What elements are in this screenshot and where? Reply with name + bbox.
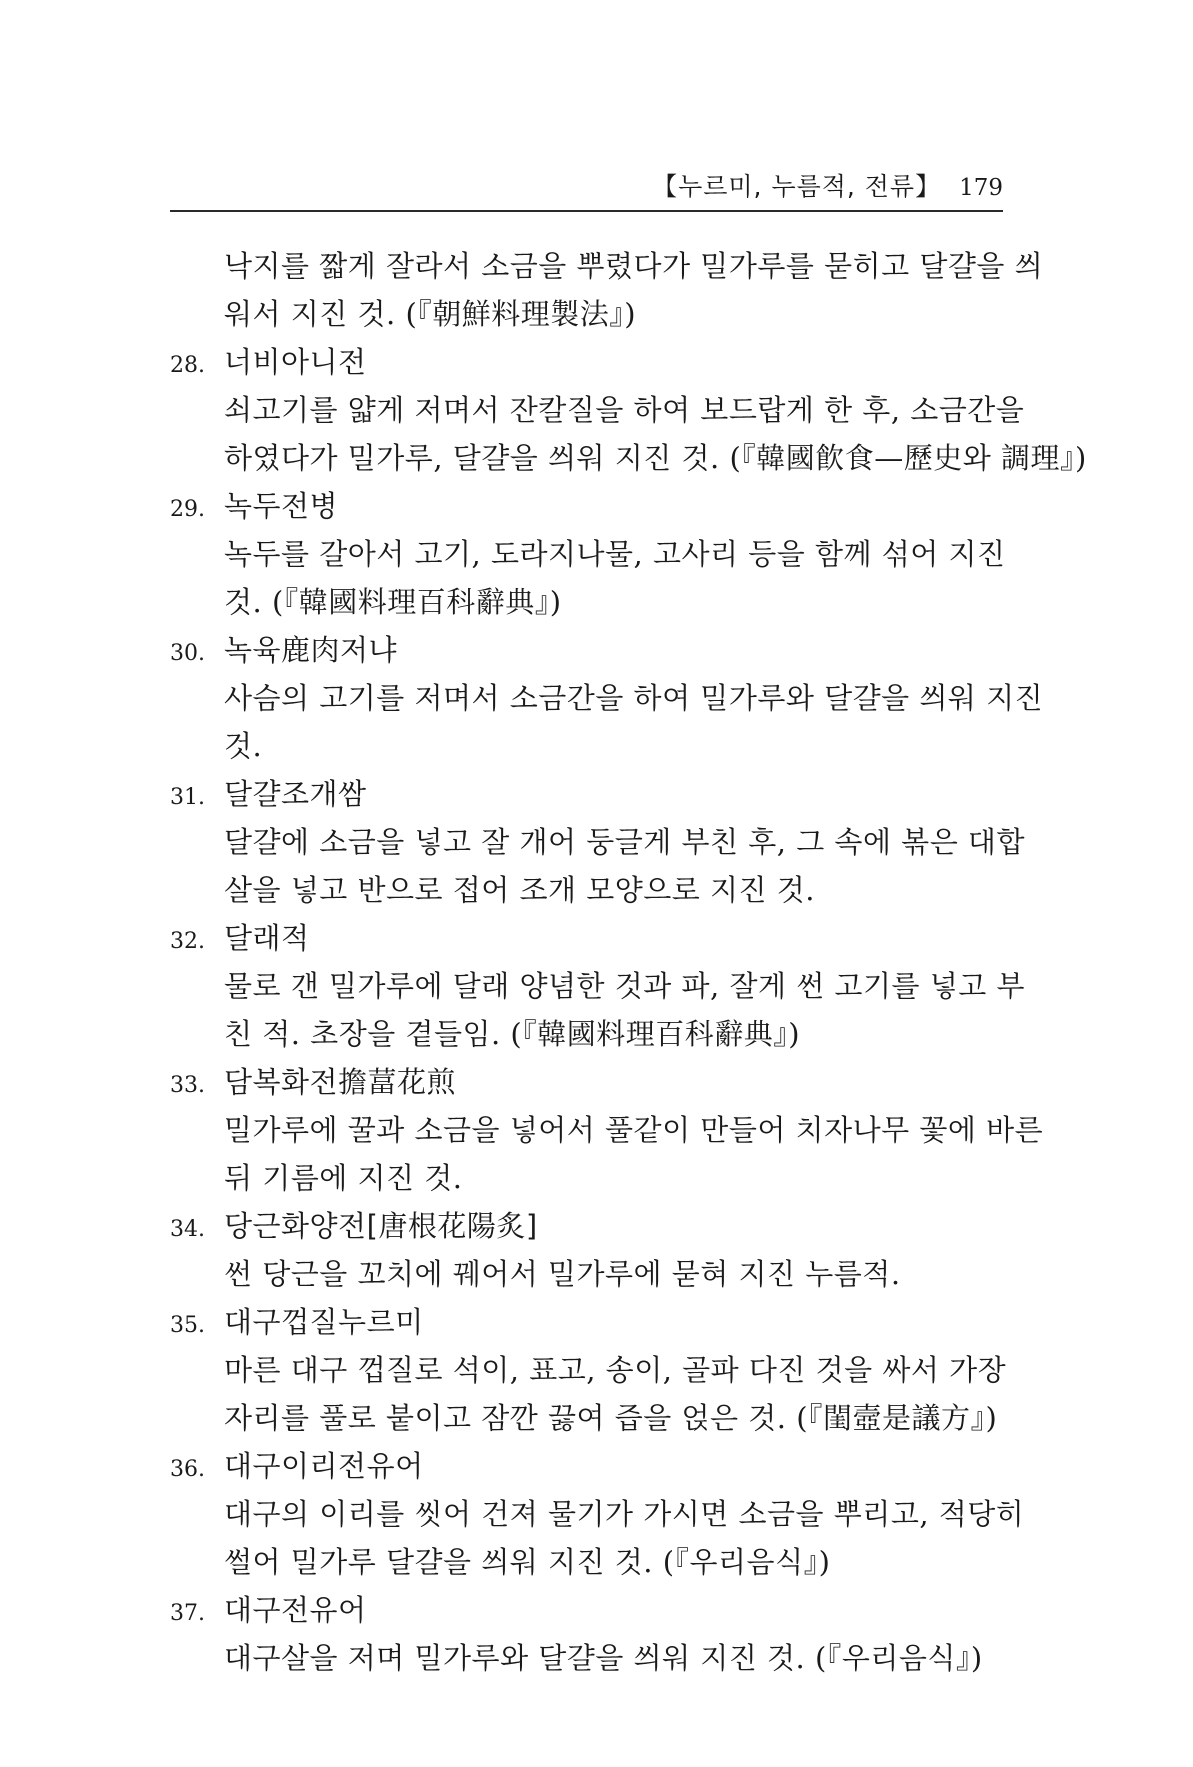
entry-number: 37. (170, 1601, 205, 1626)
entry-continued (170, 242, 1044, 338)
section-title: 【누르미, 누름적, 전류】 (652, 172, 942, 201)
entry-text-line: 워서 지진 것. (『朝鮮料理製法』) (224, 297, 637, 331)
entry-29 (170, 482, 1010, 626)
entry-name: 담복화전擔葍花煎 (224, 1065, 457, 1099)
entry-name: 달걀조개쌈 (224, 777, 367, 811)
entry-text-line: 뒤 기름에 지진 것. (224, 1161, 463, 1195)
entry-text-line: 하였다가 밀가루, 달걀을 씌워 지진 것. (『韓國飮食—歷史와 調理』) (224, 441, 1087, 475)
entry-name: 달래적 (224, 921, 310, 955)
entry-33 (170, 1058, 1044, 1202)
entry-36 (170, 1442, 1025, 1586)
entry-text-line: 친 적. 초장을 곁들임. (『韓國料理百科辭典』) (224, 1017, 801, 1051)
entry-name: 대구이리전유어 (224, 1449, 424, 1483)
entry-name: 너비아니전 (224, 345, 367, 379)
entry-name: 녹두전병 (224, 489, 339, 523)
entry-number: 32. (170, 929, 205, 954)
entry-28 (170, 338, 1087, 482)
entry-number: 34. (170, 1217, 205, 1242)
entry-heading (170, 482, 1010, 530)
entry-heading (170, 770, 1010, 818)
entry-text-line: 것. (『韓國料理百科辭典』) (224, 585, 562, 619)
entry-text-line: 썰어 밀가루 달걀을 씌워 지진 것. (『우리음식』) (224, 1545, 831, 1579)
entry-text-line: 대구의 이리를 씻어 건져 물기가 가시면 소금을 뿌리고, 적당히 (224, 1497, 1025, 1531)
entry-text-line: 대구살을 저며 밀가루와 달걀을 씌워 지진 것. (『우리음식』) (224, 1641, 983, 1675)
entry-text-line: 물로 갠 밀가루에 달래 양념한 것과 파, 잘게 썬 고기를 넣고 부 (224, 969, 1025, 1003)
entry-text-line: 사슴의 고기를 저며서 소금간을 하여 밀가루와 달걀을 씌워 지진 (224, 681, 1044, 715)
entry-name: 대구전유어 (224, 1593, 367, 1627)
entry-text-line: 썬 당근을 꼬치에 꿰어서 밀가루에 묻혀 지진 누름적. (224, 1257, 901, 1291)
entry-text-line: 밀가루에 꿀과 소금을 넣어서 풀같이 만들어 치자나무 꽃에 바른 (224, 1113, 1044, 1147)
dictionary-entries (170, 242, 1087, 1682)
entry-number: 33. (170, 1073, 205, 1098)
entry-heading (170, 1058, 1010, 1106)
page-number: 179 (959, 175, 1003, 201)
entry-heading (170, 1442, 1010, 1490)
entry-text-line: 자리를 풀로 붙이고 잠깐 끓여 즙을 얹은 것. (『閨壼是議方』) (224, 1401, 998, 1435)
page-header (170, 170, 1003, 212)
entry-heading (170, 626, 1010, 674)
entry-number: 31. (170, 785, 205, 810)
entry-text-line: 녹두를 갈아서 고기, 도라지나물, 고사리 등을 함께 섞어 지진 (224, 537, 1006, 571)
entry-number: 30. (170, 641, 205, 666)
entry-30 (170, 626, 1044, 770)
entry-text-line: 달걀에 소금을 넣고 잘 개어 둥글게 부친 후, 그 속에 볶은 대합 (224, 825, 1025, 859)
entry-35 (170, 1298, 1010, 1442)
entry-number: 36. (170, 1457, 205, 1482)
entry-number: 29. (170, 497, 205, 522)
entry-name: 대구껍질누르미 (224, 1305, 424, 1339)
entry-text-line: 살을 넣고 반으로 접어 조개 모양으로 지진 것. (224, 873, 815, 907)
entry-name: 녹육鹿肉저냐 (224, 633, 398, 667)
running-head (652, 170, 1003, 205)
entry-37 (170, 1586, 1010, 1682)
entry-text-line: 낙지를 짧게 잘라서 소금을 뿌렸다가 밀가루를 묻히고 달걀을 씌 (224, 249, 1044, 283)
entry-heading (170, 1202, 1010, 1250)
entry-32 (170, 914, 1025, 1058)
entry-34 (170, 1202, 1010, 1298)
entry-text-line: 것. (224, 729, 263, 763)
entry-name: 당근화양전[唐根花陽炙] (224, 1209, 538, 1243)
entry-number: 35. (170, 1313, 205, 1338)
entry-heading (170, 338, 1010, 386)
entry-31 (170, 770, 1025, 914)
entry-heading (170, 1298, 1010, 1346)
entry-text-line: 마른 대구 껍질로 석이, 표고, 송이, 골파 다진 것을 싸서 가장 (224, 1353, 1007, 1387)
entry-text-line: 쇠고기를 얇게 저며서 잔칼질을 하여 보드랍게 한 후, 소금간을 (224, 393, 1025, 427)
entry-heading (170, 914, 1010, 962)
entry-heading (170, 1586, 1010, 1634)
entry-number: 28. (170, 353, 205, 378)
